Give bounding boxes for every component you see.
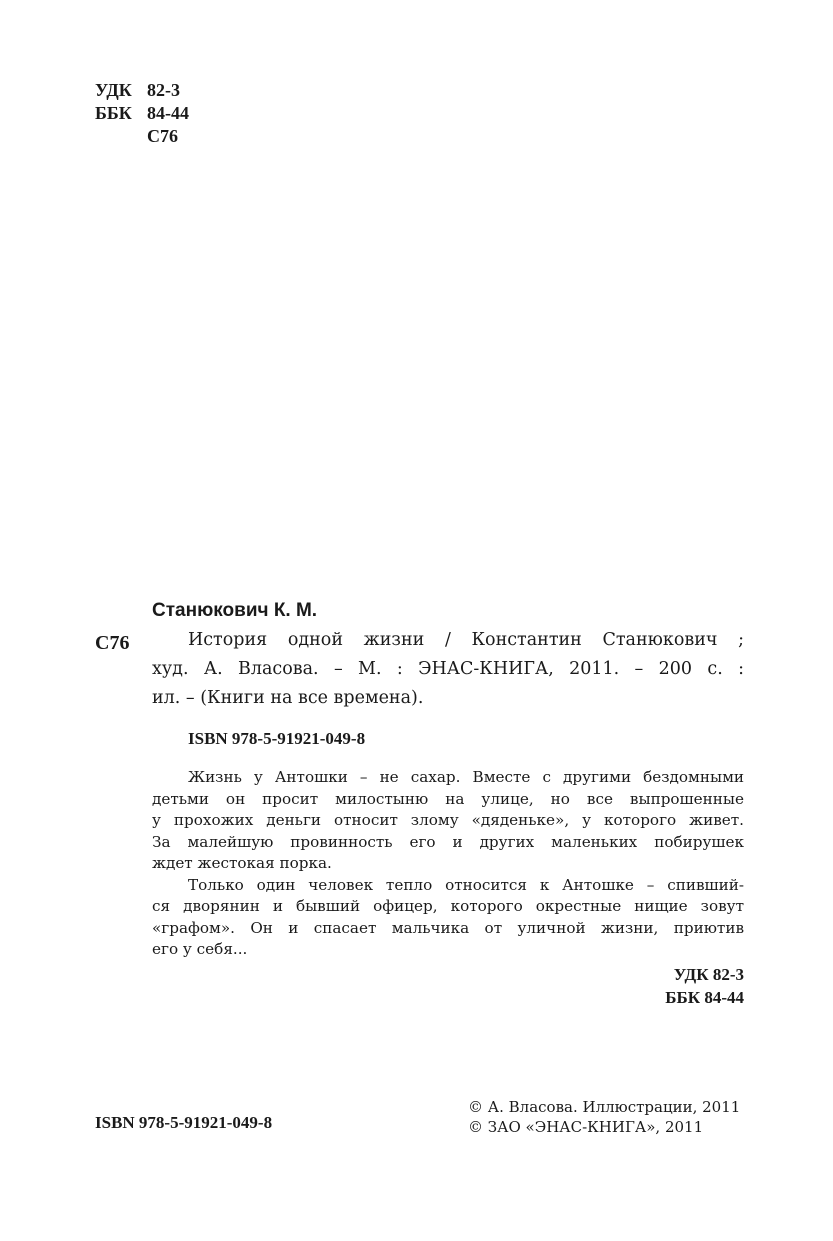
top-bbk-row — [95, 102, 189, 124]
abstract-line: За малейшую провинность его и других маленьких побирушек — [152, 832, 744, 851]
bottom-udk: УДК 82-3 — [673, 965, 744, 984]
top-cutter: С76 — [147, 126, 178, 146]
copyright-illustrations: © А. Власова. Иллюстрации, 2011 — [468, 1098, 741, 1116]
abstract — [152, 767, 744, 961]
description-line-3: ил. – (Книги на все времена). — [152, 688, 424, 708]
top-udk-label: УДК — [95, 80, 132, 100]
bottom-bbk: ББК 84-44 — [665, 988, 744, 1007]
abstract-line: Жизнь у Антошки – не сахар. Вместе с другими бездомными — [188, 768, 744, 786]
footer-isbn: ISBN 978-5-91921-049-8 — [95, 1113, 273, 1132]
abstract-line: его у себя... — [152, 940, 248, 958]
description-line-1: История одной жизни / Константин Станюкович ; — [188, 630, 744, 650]
top-cutter-row — [95, 125, 178, 147]
abstract-line: ждет жестокая порка. — [152, 854, 332, 872]
top-udk-row — [95, 79, 180, 101]
catalog-cutter: С76 — [95, 632, 130, 654]
abstract-line: ся дворянин и бывший офицер, которого окрестные нищие зовут — [152, 897, 744, 915]
copyright-publisher: © ЗАО «ЭНАС-КНИГА», 2011 — [468, 1118, 704, 1136]
author-heading: Станюкович К. М. — [152, 600, 318, 621]
top-udk-value: 82-3 — [147, 80, 180, 100]
catalog-isbn: ISBN 978-5-91921-049-8 — [188, 729, 366, 748]
description-line-2: худ. А. Власова. – М. : ЭНАС-КНИГА, 2011. – 200 с. : — [152, 659, 744, 679]
top-bbk-value: 84-44 — [147, 103, 189, 123]
abstract-line: детьми он просит милостыню на улице, но все выпрошенные — [152, 789, 744, 808]
abstract-line: Только один человек тепло относится к Антошке – спивший- — [188, 875, 744, 894]
abstract-line: «графом». Он и спасает мальчика от уличной жизни, приютив — [152, 918, 744, 937]
abstract-line: у прохожих деньги относит злому «дяденьке», у которого живет. — [152, 811, 744, 829]
top-bbk-label: ББК — [95, 103, 132, 123]
